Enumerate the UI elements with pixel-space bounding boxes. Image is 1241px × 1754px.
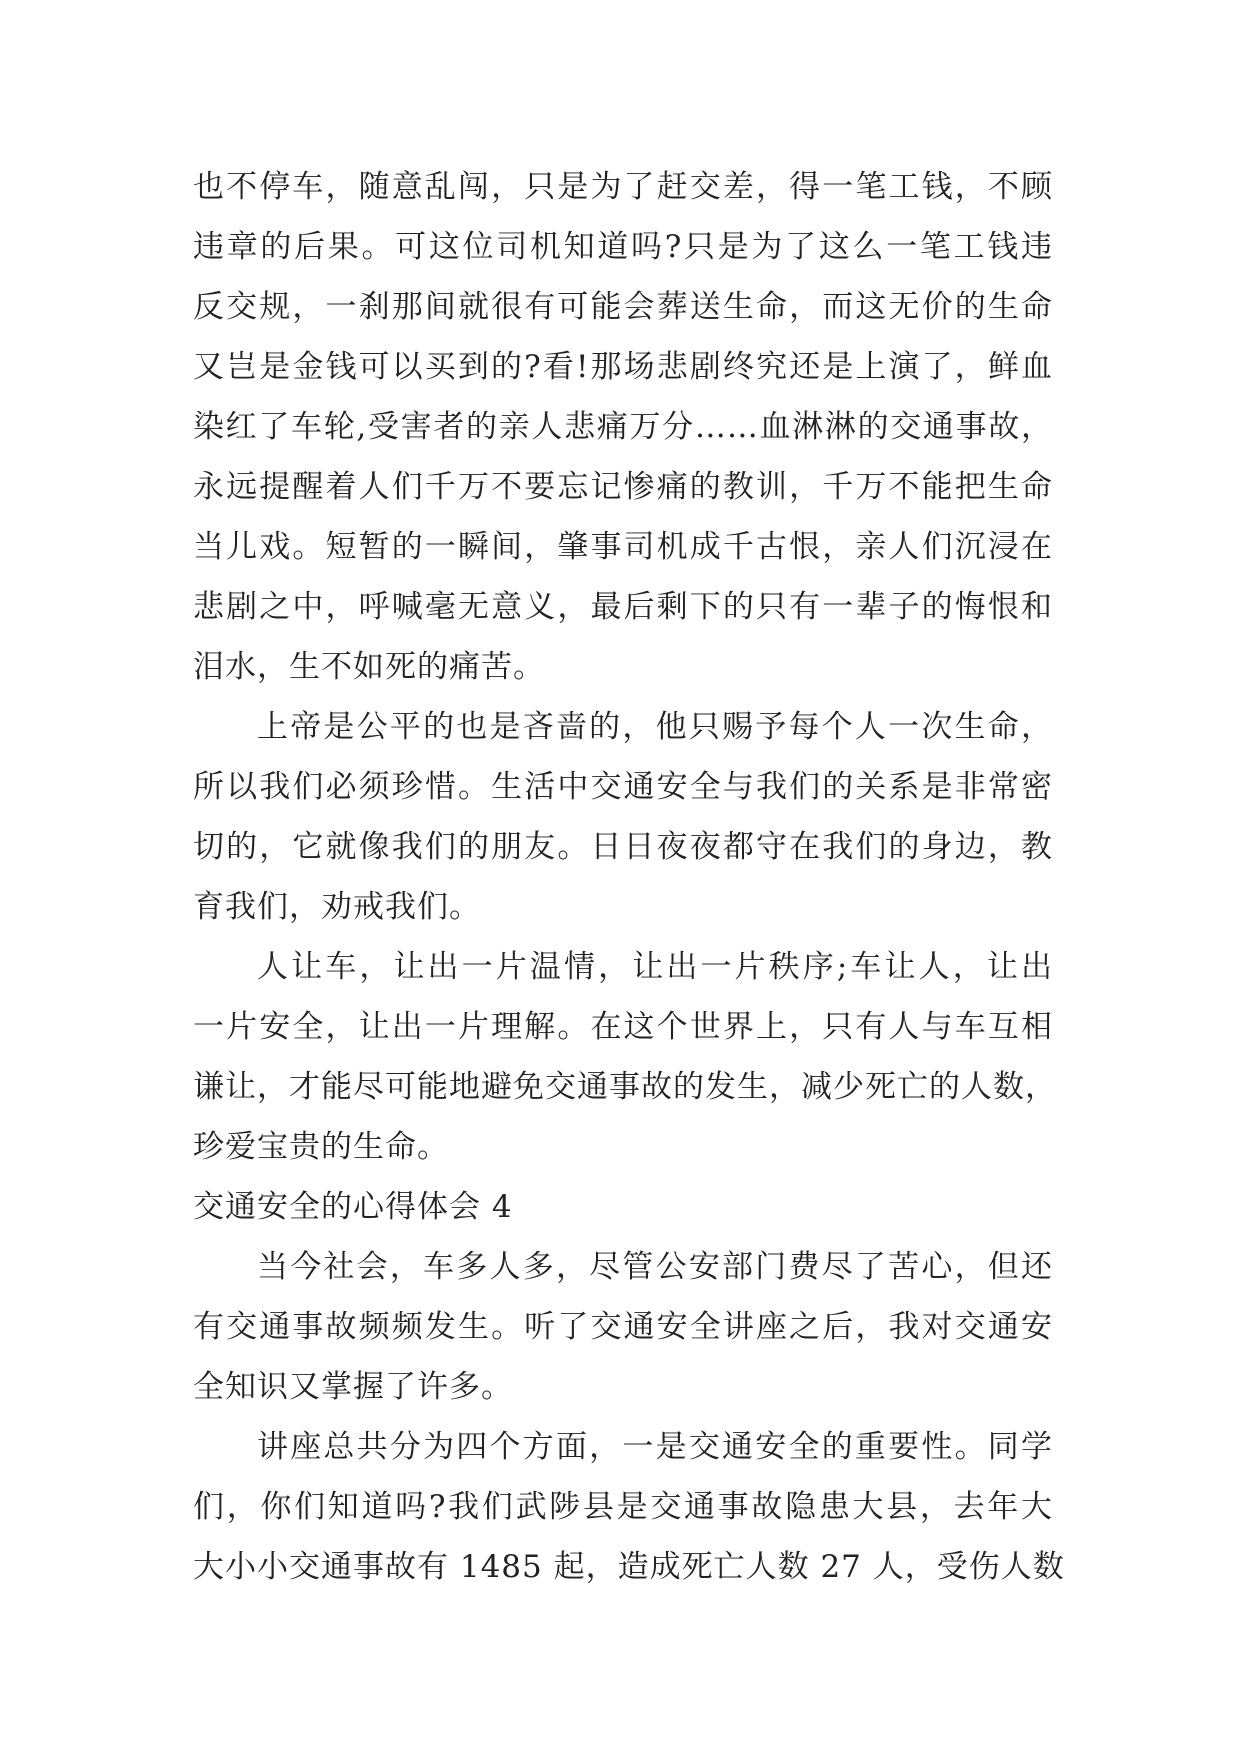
text-line: 永远提醒着人们千万不要忘记惨痛的教训，千万不能把生命 — [193, 469, 1053, 505]
document-page — [193, 157, 1065, 1597]
text-line: 育我们，劝戒我们。 — [193, 889, 481, 925]
paragraph-first-line: 当今社会，车多人多，尽管公安部门费尽了苦心，但还 — [257, 1249, 1053, 1285]
paragraph-first-line: 上帝是公平的也是吝啬的，他只赐予每个人一次生命， — [257, 709, 1053, 745]
text-line: 泪水，生不如死的痛苦。 — [193, 649, 545, 685]
text-line: 所以我们必须珍惜。生活中交通安全与我们的关系是非常密 — [193, 769, 1053, 805]
text-line: 谦让，才能尽可能地避免交通事故的发生，减少死亡的人数， — [193, 1069, 1057, 1105]
paragraph-first-line: 人让车，让出一片温情，让出一片秩序;车让人，让出 — [257, 949, 1053, 985]
text-line: 当儿戏。短暂的一瞬间，肇事司机成千古恨，亲人们沉浸在 — [193, 529, 1053, 565]
text-line: 切的，它就像我们的朋友。日日夜夜都守在我们的身边，教 — [193, 829, 1053, 865]
section-heading: 交通安全的心得体会 4 — [193, 1189, 513, 1225]
text-line: 大小小交通事故有 1485 起，造成死亡人数 27 人，受伤人数 — [193, 1549, 1065, 1585]
text-line: 们，你们知道吗?我们武陟县是交通事故隐患大县，去年大 — [193, 1489, 1053, 1525]
text-line: 也不停车，随意乱闯，只是为了赶交差，得一笔工钱，不顾 — [193, 169, 1053, 205]
text-line: 又岂是金钱可以买到的?看!那场悲剧终究还是上演了，鲜血 — [193, 349, 1053, 385]
text-line: 染红了车轮,受害者的亲人悲痛万分……血淋淋的交通事故， — [193, 409, 1053, 445]
text-line: 悲剧之中，呼喊毫无意义，最后剩下的只有一辈子的悔恨和 — [193, 589, 1053, 625]
text-line: 一片安全，让出一片理解。在这个世界上，只有人与车互相 — [193, 1009, 1053, 1045]
paragraph-first-line: 讲座总共分为四个方面，一是交通安全的重要性。同学 — [257, 1429, 1053, 1465]
text-line: 违章的后果。可这位司机知道吗?只是为了这么一笔工钱违 — [193, 229, 1053, 265]
text-line: 珍爱宝贵的生命。 — [193, 1129, 449, 1165]
text-line: 反交规，一刹那间就很有可能会葬送生命，而这无价的生命 — [193, 289, 1053, 325]
text-line: 有交通事故频频发生。听了交通安全讲座之后，我对交通安 — [193, 1309, 1053, 1345]
text-line: 全知识又掌握了许多。 — [193, 1369, 513, 1405]
